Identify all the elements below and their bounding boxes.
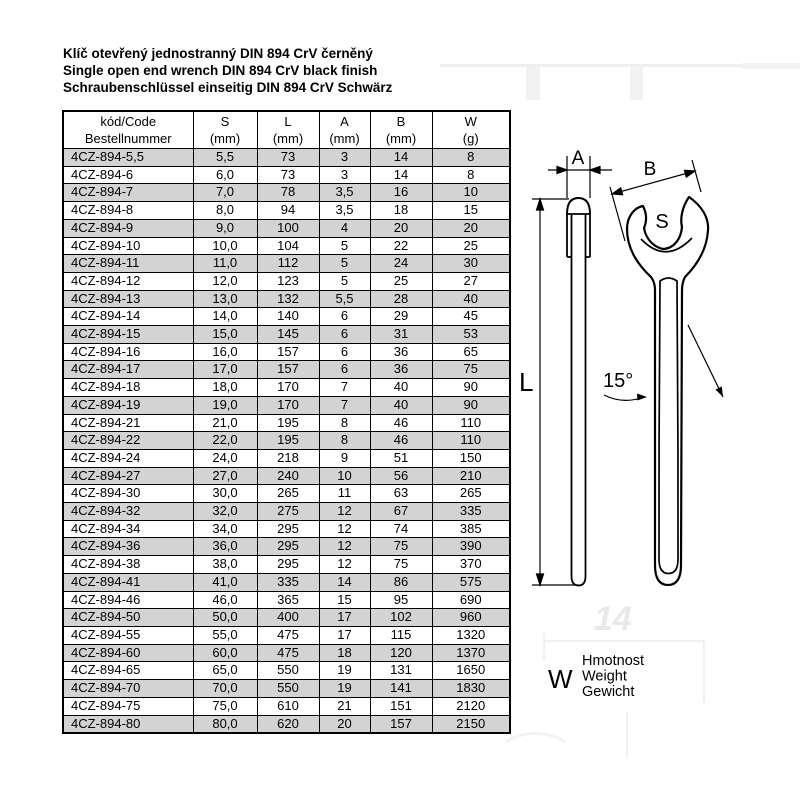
table-cell: 95 — [370, 591, 432, 609]
table-cell: 24 — [370, 255, 432, 273]
table-cell: 46 — [370, 414, 432, 432]
table-cell: 40 — [370, 379, 432, 397]
table-cell: 14 — [319, 573, 370, 591]
table-cell: 11,0 — [193, 255, 257, 273]
cell-code: 4CZ-894-32 — [63, 503, 193, 521]
table-cell: 100 — [257, 219, 319, 237]
table-cell: 2150 — [432, 715, 510, 733]
table-cell: 10,0 — [193, 237, 257, 255]
cell-code: 4CZ-894-6 — [63, 166, 193, 184]
table-cell: 110 — [432, 432, 510, 450]
table-row — [63, 485, 510, 503]
table-cell: 5,5 — [319, 290, 370, 308]
table-cell: 17 — [319, 609, 370, 627]
watermark-block — [630, 66, 643, 100]
wrench-side-view — [567, 198, 590, 586]
table-header-row — [63, 111, 510, 149]
table-cell: 22 — [370, 237, 432, 255]
table-cell: 38,0 — [193, 556, 257, 574]
side-shaft-bottom — [572, 576, 586, 586]
table-cell: 18,0 — [193, 379, 257, 397]
table-row — [63, 715, 510, 733]
spec-table-header — [63, 111, 510, 149]
table-cell: 10 — [432, 184, 510, 202]
table-cell: 1320 — [432, 626, 510, 644]
cell-code: 4CZ-894-13 — [63, 290, 193, 308]
table-cell: 1370 — [432, 644, 510, 662]
cell-code: 4CZ-894-10 — [63, 237, 193, 255]
column-header: L (mm) — [257, 111, 319, 149]
table-cell: 6 — [319, 361, 370, 379]
column-header: B (mm) — [370, 111, 432, 149]
table-cell: 295 — [257, 556, 319, 574]
table-cell: 15,0 — [193, 326, 257, 344]
table-row — [63, 184, 510, 202]
table-row — [63, 396, 510, 414]
table-cell: 370 — [432, 556, 510, 574]
cell-code: 4CZ-894-22 — [63, 432, 193, 450]
table-cell: 20 — [319, 715, 370, 733]
table-cell: 210 — [432, 467, 510, 485]
title-line-en: Single open end wrench DIN 894 CrV black finish — [63, 63, 378, 79]
table-row — [63, 202, 510, 220]
table-row — [63, 591, 510, 609]
table-cell: 20 — [370, 219, 432, 237]
table-cell: 13,0 — [193, 290, 257, 308]
table-cell: 275 — [257, 503, 319, 521]
cell-code: 4CZ-894-38 — [63, 556, 193, 574]
table-cell: 385 — [432, 520, 510, 538]
table-cell: 10 — [319, 467, 370, 485]
table-row — [63, 467, 510, 485]
table-row — [63, 626, 510, 644]
table-cell: 73 — [257, 166, 319, 184]
table-cell: 5 — [319, 272, 370, 290]
table-cell: 24,0 — [193, 449, 257, 467]
table-row — [63, 662, 510, 680]
table-cell: 9 — [319, 449, 370, 467]
cell-code: 4CZ-894-55 — [63, 626, 193, 644]
spec-table — [62, 110, 511, 734]
cell-code: 4CZ-894-30 — [63, 485, 193, 503]
table-cell: 21 — [319, 697, 370, 715]
table-cell: 56 — [370, 467, 432, 485]
table-cell: 620 — [257, 715, 319, 733]
table-cell: 195 — [257, 414, 319, 432]
table-cell: 63 — [370, 485, 432, 503]
column-header: S (mm) — [193, 111, 257, 149]
cell-code: 4CZ-894-36 — [63, 538, 193, 556]
title-line-cs: Klíč otevřený jednostranný DIN 894 CrV černěný — [63, 46, 373, 61]
table-cell: 11 — [319, 485, 370, 503]
table-cell: 27,0 — [193, 467, 257, 485]
table-cell: 74 — [370, 520, 432, 538]
table-cell: 75 — [370, 556, 432, 574]
table-cell: 53 — [432, 326, 510, 344]
table-cell: 60,0 — [193, 644, 257, 662]
dim-label-b: B — [643, 159, 657, 180]
cell-code: 4CZ-894-7 — [63, 184, 193, 202]
cell-code: 4CZ-894-11 — [63, 255, 193, 273]
table-cell: 75,0 — [193, 697, 257, 715]
cell-code: 4CZ-894-17 — [63, 361, 193, 379]
cell-code: 4CZ-894-75 — [63, 697, 193, 715]
table-row — [63, 343, 510, 361]
table-cell: 610 — [257, 697, 319, 715]
cell-code: 4CZ-894-19 — [63, 396, 193, 414]
cell-code: 4CZ-894-60 — [63, 644, 193, 662]
table-cell: 25 — [432, 237, 510, 255]
table-cell: 41,0 — [193, 573, 257, 591]
table-row — [63, 166, 510, 184]
table-cell: 15 — [432, 202, 510, 220]
table-row — [63, 219, 510, 237]
table-cell: 6 — [319, 326, 370, 344]
table-cell: 36 — [370, 361, 432, 379]
table-cell: 400 — [257, 609, 319, 627]
table-cell: 6 — [319, 308, 370, 326]
table-cell: 7 — [319, 396, 370, 414]
table-cell: 6 — [319, 343, 370, 361]
table-cell: 8 — [319, 414, 370, 432]
table-cell: 8 — [432, 149, 510, 167]
table-cell: 195 — [257, 432, 319, 450]
table-cell: 1830 — [432, 680, 510, 698]
table-cell: 1650 — [432, 662, 510, 680]
table-cell: 25 — [370, 272, 432, 290]
table-cell: 3,5 — [319, 202, 370, 220]
table-cell: 131 — [370, 662, 432, 680]
table-row — [63, 272, 510, 290]
table-cell: 335 — [257, 573, 319, 591]
table-cell: 86 — [370, 573, 432, 591]
table-cell: 65,0 — [193, 662, 257, 680]
table-cell: 14 — [370, 149, 432, 167]
table-cell: 7 — [319, 379, 370, 397]
table-row — [63, 680, 510, 698]
table-cell: 70,0 — [193, 680, 257, 698]
table-cell: 550 — [257, 662, 319, 680]
table-row — [63, 449, 510, 467]
cell-code: 4CZ-894-9 — [63, 219, 193, 237]
table-cell: 8 — [432, 166, 510, 184]
table-cell: 19 — [319, 680, 370, 698]
table-cell: 32,0 — [193, 503, 257, 521]
table-row — [63, 308, 510, 326]
watermark-block — [742, 63, 800, 69]
table-cell: 73 — [257, 149, 319, 167]
cell-code: 4CZ-894-65 — [63, 662, 193, 680]
table-cell: 17 — [319, 626, 370, 644]
table-cell: 78 — [257, 184, 319, 202]
cell-code: 4CZ-894-16 — [63, 343, 193, 361]
cell-code: 4CZ-894-41 — [63, 573, 193, 591]
table-cell: 157 — [370, 715, 432, 733]
table-cell: 145 — [257, 326, 319, 344]
cell-code: 4CZ-894-46 — [63, 591, 193, 609]
table-cell: 2120 — [432, 697, 510, 715]
table-cell: 140 — [257, 308, 319, 326]
side-head-dome — [567, 198, 590, 214]
title-line-de: Schraubenschlüssel einseitig DIN 894 CrV Schwärz — [63, 80, 393, 96]
table-cell: 5 — [319, 237, 370, 255]
table-cell: 34,0 — [193, 520, 257, 538]
table-cell: 132 — [257, 290, 319, 308]
table-cell: 18 — [370, 202, 432, 220]
weight-symbol: W — [548, 664, 573, 694]
table-cell: 40 — [370, 396, 432, 414]
table-cell: 5 — [319, 255, 370, 273]
table-row — [63, 414, 510, 432]
cell-code: 4CZ-894-12 — [63, 272, 193, 290]
table-cell: 16 — [370, 184, 432, 202]
cell-code: 4CZ-894-34 — [63, 520, 193, 538]
table-cell: 7,0 — [193, 184, 257, 202]
cell-code: 4CZ-894-21 — [63, 414, 193, 432]
table-cell: 3 — [319, 166, 370, 184]
table-cell: 22,0 — [193, 432, 257, 450]
table-cell: 12 — [319, 556, 370, 574]
table-row — [63, 149, 510, 167]
table-cell: 112 — [257, 255, 319, 273]
weight-label-en: Weight — [582, 668, 627, 685]
table-cell: 390 — [432, 538, 510, 556]
table-cell: 30 — [432, 255, 510, 273]
wrench-outline — [627, 197, 708, 585]
table-cell: 94 — [257, 202, 319, 220]
table-cell: 123 — [257, 272, 319, 290]
table-cell: 14 — [370, 166, 432, 184]
table-cell: 75 — [370, 538, 432, 556]
table-cell: 8,0 — [193, 202, 257, 220]
table-cell: 36 — [370, 343, 432, 361]
table-cell: 45 — [432, 308, 510, 326]
table-cell: 170 — [257, 379, 319, 397]
weight-legend — [548, 653, 644, 700]
table-cell: 12 — [319, 503, 370, 521]
table-cell: 19,0 — [193, 396, 257, 414]
cell-code: 4CZ-894-80 — [63, 715, 193, 733]
table-cell: 46 — [370, 432, 432, 450]
cell-code: 4CZ-894-70 — [63, 680, 193, 698]
table-cell: 21,0 — [193, 414, 257, 432]
table-cell: 8 — [319, 432, 370, 450]
wrench-front-view — [627, 197, 708, 585]
table-cell: 120 — [370, 644, 432, 662]
angle-label: 15° — [603, 370, 634, 392]
table-cell: 5,5 — [193, 149, 257, 167]
dim-label-a: A — [571, 148, 585, 169]
table-cell: 3,5 — [319, 184, 370, 202]
table-cell: 3 — [319, 149, 370, 167]
table-cell: 31 — [370, 326, 432, 344]
column-header: W (g) — [432, 111, 510, 149]
table-cell: 12 — [319, 520, 370, 538]
table-cell: 475 — [257, 626, 319, 644]
table-cell: 150 — [432, 449, 510, 467]
table-cell: 12,0 — [193, 272, 257, 290]
cell-code: 4CZ-894-8 — [63, 202, 193, 220]
table-cell: 115 — [370, 626, 432, 644]
table-row — [63, 573, 510, 591]
table-cell: 90 — [432, 396, 510, 414]
cell-code: 4CZ-894-5,5 — [63, 149, 193, 167]
table-cell: 80,0 — [193, 715, 257, 733]
table-row — [63, 644, 510, 662]
table-cell: 18 — [319, 644, 370, 662]
dim-label-s: S — [655, 211, 669, 233]
table-cell: 12 — [319, 538, 370, 556]
table-cell: 157 — [257, 361, 319, 379]
page-title — [63, 45, 392, 97]
table-cell: 46,0 — [193, 591, 257, 609]
wrench-technical-drawing — [500, 128, 800, 748]
cell-code: 4CZ-894-18 — [63, 379, 193, 397]
table-row — [63, 432, 510, 450]
column-header: kód/Code Bestellnummer — [63, 111, 193, 149]
cell-code: 4CZ-894-50 — [63, 609, 193, 627]
table-cell: 28 — [370, 290, 432, 308]
table-cell: 55,0 — [193, 626, 257, 644]
table-cell: 265 — [257, 485, 319, 503]
table-cell: 104 — [257, 237, 319, 255]
watermark-block — [526, 67, 540, 100]
table-row — [63, 556, 510, 574]
spec-table-body — [63, 149, 510, 734]
table-cell: 14,0 — [193, 308, 257, 326]
table-row — [63, 697, 510, 715]
table-row — [63, 503, 510, 521]
dim-label-l: L — [519, 367, 534, 397]
cell-code: 4CZ-894-14 — [63, 308, 193, 326]
table-cell: 30,0 — [193, 485, 257, 503]
table-cell: 17,0 — [193, 361, 257, 379]
table-cell: 240 — [257, 467, 319, 485]
table-cell: 65 — [432, 343, 510, 361]
table-cell: 4 — [319, 219, 370, 237]
table-row — [63, 609, 510, 627]
table-cell: 50,0 — [193, 609, 257, 627]
table-cell: 151 — [370, 697, 432, 715]
column-header: A (mm) — [319, 111, 370, 149]
table-cell: 16,0 — [193, 343, 257, 361]
table-cell: 67 — [370, 503, 432, 521]
table-cell: 295 — [257, 520, 319, 538]
table-cell: 40 — [432, 290, 510, 308]
weight-label-cs: Hmotnost — [582, 653, 645, 669]
table-cell: 102 — [370, 609, 432, 627]
table-cell: 960 — [432, 609, 510, 627]
table-cell: 295 — [257, 538, 319, 556]
table-cell: 6,0 — [193, 166, 257, 184]
watermark-number: 14 — [594, 600, 632, 638]
table-cell: 157 — [257, 343, 319, 361]
table-cell: 29 — [370, 308, 432, 326]
table-cell: 27 — [432, 272, 510, 290]
cell-code: 4CZ-894-27 — [63, 467, 193, 485]
table-cell: 9,0 — [193, 219, 257, 237]
table-cell: 36,0 — [193, 538, 257, 556]
table-row — [63, 361, 510, 379]
table-cell: 690 — [432, 591, 510, 609]
table-cell: 550 — [257, 680, 319, 698]
table-cell: 265 — [432, 485, 510, 503]
table-row — [63, 520, 510, 538]
table-cell: 75 — [432, 361, 510, 379]
table-cell: 90 — [432, 379, 510, 397]
table-cell: 475 — [257, 644, 319, 662]
table-cell: 575 — [432, 573, 510, 591]
table-row — [63, 255, 510, 273]
table-row — [63, 237, 510, 255]
table-row — [63, 290, 510, 308]
table-cell: 110 — [432, 414, 510, 432]
cell-code: 4CZ-894-24 — [63, 449, 193, 467]
table-cell: 19 — [319, 662, 370, 680]
table-cell: 335 — [432, 503, 510, 521]
table-row — [63, 379, 510, 397]
table-cell: 51 — [370, 449, 432, 467]
table-cell: 15 — [319, 591, 370, 609]
cell-code: 4CZ-894-15 — [63, 326, 193, 344]
table-cell: 218 — [257, 449, 319, 467]
table-cell: 20 — [432, 219, 510, 237]
table-cell: 170 — [257, 396, 319, 414]
table-cell: 365 — [257, 591, 319, 609]
table-row — [63, 326, 510, 344]
weight-label-de: Gewicht — [582, 684, 635, 700]
table-row — [63, 538, 510, 556]
table-cell: 141 — [370, 680, 432, 698]
